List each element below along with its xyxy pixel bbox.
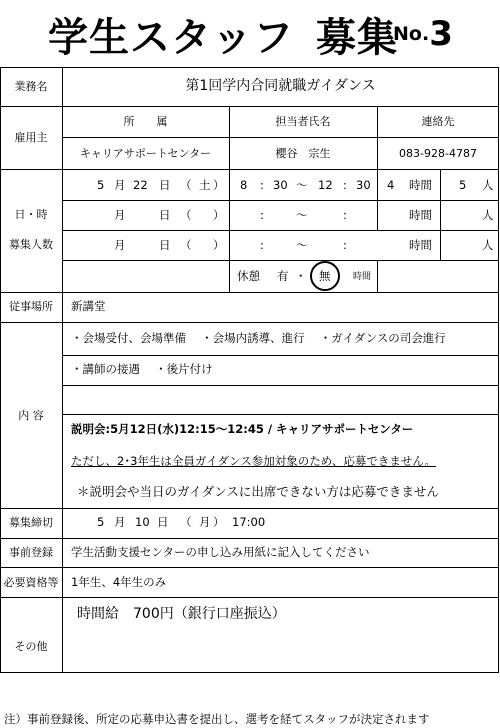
- s3-month-unit: 月: [114, 238, 126, 252]
- s2-month-unit: 月: [114, 208, 126, 222]
- s1-day-unit: 日: [159, 178, 171, 192]
- deadline-month: 5: [97, 515, 105, 529]
- row-divider: [0, 567, 499, 568]
- col-divider: [229, 106, 230, 292]
- label-shimekiri: 募集締切: [9, 516, 53, 529]
- s3-hours-unit: 時間: [409, 238, 432, 252]
- label-boshu-ninzu: 募集人数: [9, 238, 53, 251]
- s1-hours: 4: [387, 178, 395, 192]
- row-divider: [0, 322, 499, 323]
- title-part-recruit: 募集: [316, 15, 398, 61]
- row-divider: [62, 260, 499, 261]
- s3-colon1: :: [260, 238, 264, 252]
- row-divider: [62, 385, 499, 386]
- break-dot: ・: [295, 269, 307, 283]
- row-divider: [62, 414, 499, 415]
- s1-end-min: 30: [356, 178, 371, 192]
- label-gyomu: 業務名: [14, 80, 48, 93]
- s1-rparen: ）: [213, 178, 225, 192]
- s1-month-unit: 月: [114, 178, 126, 192]
- label-koyo: 雇用主: [14, 131, 48, 144]
- break-label: 休憩: [237, 269, 260, 283]
- s1-lparen: （: [180, 178, 192, 192]
- label-sonota: その他: [14, 640, 48, 653]
- number-badge: [393, 14, 453, 54]
- s2-colon1: :: [260, 208, 264, 222]
- break-time-unit: 時間: [353, 272, 372, 282]
- label-shikaku: 必要資格等: [3, 576, 59, 589]
- number-label: No.: [393, 23, 430, 45]
- s1-dow: 土: [199, 178, 211, 192]
- s1-tilde: ～: [296, 178, 308, 192]
- footer-note: 注）事前登録後、所定の応募申込書を提出し、選考を経てスタッフが決定されます: [4, 712, 430, 726]
- deadline-day: 10: [135, 515, 150, 529]
- deadline-time: 17:00: [232, 515, 266, 529]
- s1-colon1: :: [260, 178, 264, 192]
- employer-dept: キャリアサポートセンター: [79, 147, 212, 160]
- requirements-value: 1年生、4年生のみ: [71, 575, 167, 589]
- content-line2: ・講師の接遇 ・後片付け: [71, 362, 213, 376]
- attendance-note: ＊説明会や当日のガイダンスに出席できない方は応募できません: [77, 484, 439, 499]
- s2-count-unit: 人: [482, 208, 494, 222]
- eligibility-note: ただし、2･3年生は全員ガイダンス参加対象のため、応募できません。: [71, 454, 437, 468]
- deadline-day-unit: 日: [157, 515, 169, 529]
- s1-start-min: 30: [273, 178, 288, 192]
- row-divider: [62, 200, 499, 201]
- row-divider: [62, 137, 499, 138]
- number-value: 3: [429, 14, 453, 54]
- title-part-staff: 学生スタッフ: [48, 15, 294, 61]
- s3-rparen: ）: [213, 238, 225, 252]
- label-nichiji: 日・時: [14, 208, 48, 221]
- deadline-lparen: （: [180, 515, 192, 529]
- row-divider: [0, 597, 499, 598]
- employer-person: 櫻谷 宗生: [275, 147, 331, 160]
- employer-col-person: 担当者氏名: [275, 115, 331, 128]
- s3-count-unit: 人: [482, 238, 494, 252]
- briefing-session: 説明会:5月12日(水)12:15～12:45 / キャリアサポートセンター: [71, 422, 414, 436]
- other-value: 時間給 700円（銀行口座振込）: [77, 606, 286, 622]
- row-divider: [62, 355, 499, 356]
- col-divider: [377, 260, 378, 292]
- s1-colon2: :: [343, 178, 347, 192]
- label-jizen: 事前登録: [9, 546, 53, 559]
- page-header: [0, 0, 500, 64]
- s2-tilde: ～: [296, 208, 308, 222]
- employer-col-dept: 所 属: [123, 115, 168, 128]
- s1-month: 5: [97, 178, 105, 192]
- deadline-rparen: ）: [213, 515, 225, 529]
- s3-tilde: ～: [296, 238, 308, 252]
- row-divider: [62, 230, 499, 231]
- s1-day: 22: [133, 178, 148, 192]
- s1-count: 5: [459, 178, 467, 192]
- s2-rparen: ）: [213, 208, 225, 222]
- s2-lparen: （: [180, 208, 192, 222]
- s3-day-unit: 日: [159, 238, 171, 252]
- s1-hours-unit: 時間: [409, 178, 432, 192]
- s1-count-unit: 人: [482, 178, 494, 192]
- pre-registration-value: 学生活動支援センターの申し込み用紙に記入してください: [71, 545, 370, 559]
- location-value: 新講堂: [71, 299, 106, 313]
- label-naiyo: 内 容: [18, 409, 44, 422]
- row-divider: [0, 538, 499, 539]
- s1-end-hour: 12: [318, 178, 333, 192]
- label-basho: 従事場所: [9, 300, 53, 313]
- row-divider: [0, 169, 499, 170]
- deadline-month-unit: 月: [114, 515, 126, 529]
- row-divider: [0, 508, 499, 509]
- s2-day-unit: 日: [159, 208, 171, 222]
- break-no: 無: [319, 269, 331, 283]
- row-divider: [0, 292, 499, 293]
- s2-colon2: :: [343, 208, 347, 222]
- s3-lparen: （: [180, 238, 192, 252]
- employer-phone: 083-928-4787: [399, 147, 477, 160]
- s1-start-hour: 8: [240, 178, 248, 192]
- col-divider: [440, 169, 441, 260]
- s3-colon2: :: [343, 238, 347, 252]
- s2-hours-unit: 時間: [409, 208, 432, 222]
- job-name: 第1回学内合同就職ガイダンス: [185, 78, 376, 94]
- break-yes: 有: [277, 269, 289, 283]
- content-line1: ・会場受付、会場準備 ・会場内誘導、進行 ・ガイダンスの司会進行: [71, 331, 446, 345]
- page-title: [48, 6, 398, 63]
- deadline-dow: 月: [199, 515, 211, 529]
- employer-col-contact: 連絡先: [421, 115, 455, 128]
- row-divider: [0, 106, 499, 107]
